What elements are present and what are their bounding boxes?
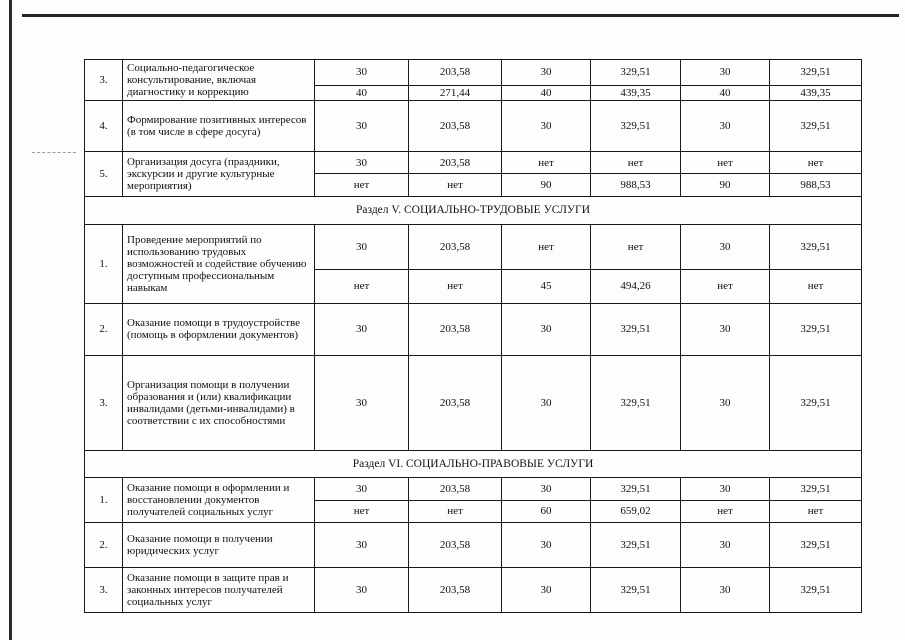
service-name: Оказание помощи в трудоустройстве (помощь в оформлении документов): [123, 303, 315, 355]
value-cell: нет: [681, 500, 770, 522]
service-name: Оказание помощи в получении юридических услуг: [123, 523, 315, 568]
value-cell: 329,51: [591, 523, 681, 568]
service-name: Оказание помощи в оформлении и восстановлении документов получателей социальных услуг: [123, 478, 315, 523]
value-cell: нет: [409, 500, 502, 522]
service-name: Организация досуга (праздники, экскурсии и другие культурные мероприятия): [123, 151, 315, 196]
value-cell: нет: [591, 151, 681, 173]
tariff-table: [84, 59, 862, 613]
table-row: [85, 225, 862, 270]
value-cell: 203,58: [409, 355, 502, 450]
item-number: 2.: [85, 303, 123, 355]
value-cell: 203,58: [409, 60, 502, 86]
value-cell: нет: [591, 225, 681, 270]
service-name: Формирование позитивных интересов (в том числе в сфере досуга): [123, 100, 315, 151]
value-cell: 30: [315, 151, 409, 173]
value-cell: 30: [315, 100, 409, 151]
service-name: Социально-педагогическое консультирование, включая диагностику и коррекцию: [123, 60, 315, 101]
value-cell: 30: [502, 100, 591, 151]
value-cell: 30: [681, 100, 770, 151]
value-cell: 30: [315, 303, 409, 355]
value-cell: 40: [681, 85, 770, 100]
value-cell: 90: [502, 174, 591, 196]
value-cell: 30: [502, 478, 591, 500]
item-number: 1.: [85, 225, 123, 304]
value-cell: 271,44: [409, 85, 502, 100]
value-cell: 30: [315, 355, 409, 450]
value-cell: 203,58: [409, 478, 502, 500]
value-cell: 329,51: [591, 60, 681, 86]
value-cell: 203,58: [409, 303, 502, 355]
value-cell: нет: [770, 151, 862, 173]
value-cell: нет: [315, 174, 409, 196]
value-cell: 988,53: [770, 174, 862, 196]
left-border: [9, 0, 12, 640]
item-number: 5.: [85, 151, 123, 196]
value-cell: 203,58: [409, 225, 502, 270]
value-cell: 439,35: [591, 85, 681, 100]
value-cell: 329,51: [770, 568, 862, 613]
table-row: [85, 151, 862, 173]
value-cell: нет: [502, 151, 591, 173]
value-cell: 60: [502, 500, 591, 522]
item-number: 2.: [85, 523, 123, 568]
value-cell: 988,53: [591, 174, 681, 196]
service-name: Организация помощи в получении образования и (или) квалификации инвалидами (детьми-инвалидами) в соответствии с их способностями: [123, 355, 315, 450]
value-cell: 203,58: [409, 568, 502, 613]
value-cell: нет: [770, 270, 862, 304]
value-cell: 30: [502, 355, 591, 450]
table-row: [85, 60, 862, 86]
value-cell: 30: [315, 568, 409, 613]
value-cell: 329,51: [770, 303, 862, 355]
value-cell: нет: [770, 500, 862, 522]
value-cell: 203,58: [409, 151, 502, 173]
value-cell: 329,51: [591, 355, 681, 450]
value-cell: 329,51: [770, 355, 862, 450]
section-row: [85, 450, 862, 478]
value-cell: 329,51: [591, 303, 681, 355]
item-number: 4.: [85, 100, 123, 151]
item-number: 3.: [85, 568, 123, 613]
value-cell: 329,51: [770, 523, 862, 568]
value-cell: 329,51: [591, 568, 681, 613]
value-cell: нет: [315, 270, 409, 304]
value-cell: 659,02: [591, 500, 681, 522]
value-cell: 203,58: [409, 100, 502, 151]
value-cell: нет: [409, 174, 502, 196]
value-cell: 30: [502, 303, 591, 355]
scan-dash: [32, 152, 76, 153]
value-cell: 494,26: [591, 270, 681, 304]
service-name: Оказание помощи в защите прав и законных интересов получателей социальных услуг: [123, 568, 315, 613]
value-cell: нет: [409, 270, 502, 304]
value-cell: нет: [681, 151, 770, 173]
value-cell: 329,51: [591, 100, 681, 151]
value-cell: 329,51: [770, 60, 862, 86]
value-cell: 30: [681, 478, 770, 500]
value-cell: 40: [315, 85, 409, 100]
value-cell: 30: [315, 478, 409, 500]
section-row: [85, 196, 862, 225]
item-number: 3.: [85, 355, 123, 450]
section-title: Раздел VI. СОЦИАЛЬНО-ПРАВОВЫЕ УСЛУГИ: [85, 450, 862, 478]
table-row: [85, 303, 862, 355]
value-cell: 30: [315, 523, 409, 568]
value-cell: 439,35: [770, 85, 862, 100]
table-row: [85, 523, 862, 568]
value-cell: 30: [681, 225, 770, 270]
value-cell: 45: [502, 270, 591, 304]
value-cell: 203,58: [409, 523, 502, 568]
service-name: Проведение мероприятий по использованию трудовых возможностей и содействие обучению доступным профессиональным навыкам: [123, 225, 315, 304]
value-cell: 329,51: [770, 478, 862, 500]
value-cell: 30: [315, 225, 409, 270]
value-cell: нет: [502, 225, 591, 270]
table-body: [85, 60, 862, 613]
top-rule: [22, 14, 899, 17]
table-row: [85, 478, 862, 500]
table-row: [85, 100, 862, 151]
table-row: [85, 568, 862, 613]
value-cell: 90: [681, 174, 770, 196]
item-number: 3.: [85, 60, 123, 101]
value-cell: 30: [681, 568, 770, 613]
value-cell: 30: [681, 60, 770, 86]
value-cell: 329,51: [591, 478, 681, 500]
value-cell: 30: [315, 60, 409, 86]
value-cell: 329,51: [770, 100, 862, 151]
value-cell: 30: [681, 303, 770, 355]
value-cell: 30: [502, 523, 591, 568]
table-row: [85, 355, 862, 450]
value-cell: 329,51: [770, 225, 862, 270]
value-cell: 30: [681, 355, 770, 450]
value-cell: 30: [502, 60, 591, 86]
value-cell: 30: [681, 523, 770, 568]
item-number: 1.: [85, 478, 123, 523]
value-cell: 30: [502, 568, 591, 613]
value-cell: нет: [681, 270, 770, 304]
value-cell: нет: [315, 500, 409, 522]
value-cell: 40: [502, 85, 591, 100]
section-title: Раздел V. СОЦИАЛЬНО-ТРУДОВЫЕ УСЛУГИ: [85, 196, 862, 225]
